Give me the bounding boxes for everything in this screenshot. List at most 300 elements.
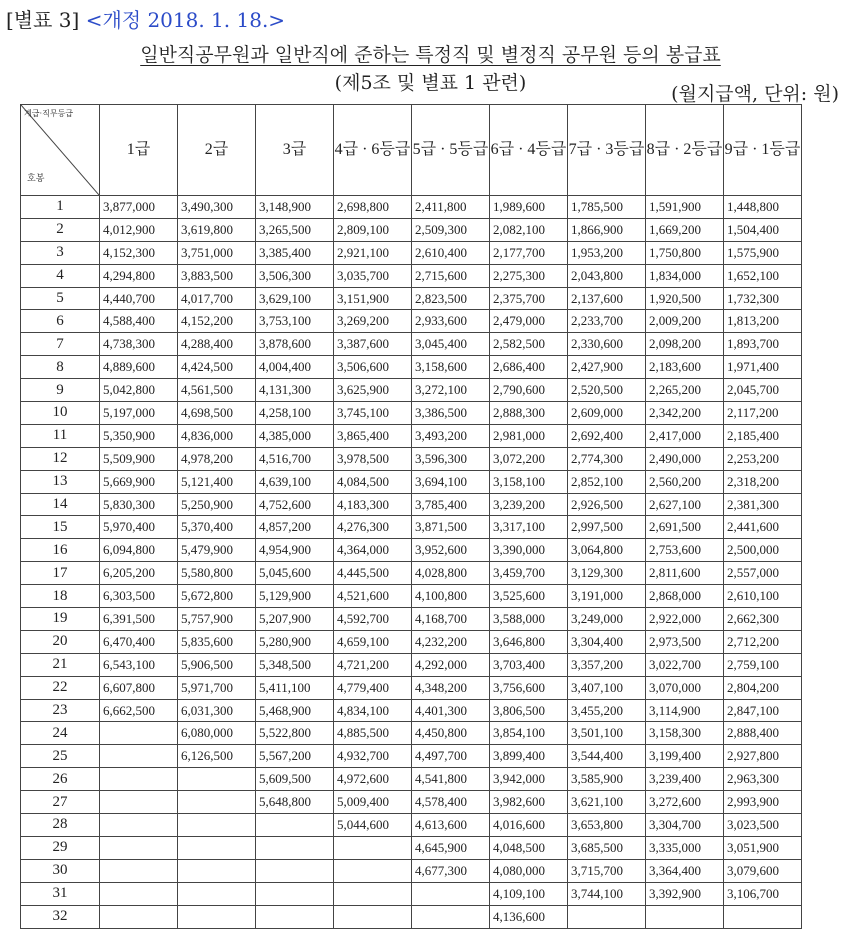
salary-cell: 3,753,100 [256,310,334,333]
step-cell: 10 [21,402,100,425]
salary-cell: 4,578,400 [412,791,490,814]
salary-cell: 1,750,800 [646,241,724,264]
step-cell: 19 [21,608,100,631]
salary-cell: 3,455,200 [568,699,646,722]
salary-cell [178,905,256,928]
table-row [21,676,802,699]
salary-cell: 4,017,700 [178,287,256,310]
salary-cell: 3,304,700 [646,814,724,837]
salary-cell: 2,479,000 [490,310,568,333]
salary-cell: 2,500,000 [724,539,802,562]
table-header-row [21,105,802,196]
salary-cell: 4,834,100 [334,699,412,722]
salary-cell [178,768,256,791]
salary-cell: 2,981,000 [490,424,568,447]
salary-cell: 6,094,800 [100,539,178,562]
step-cell: 12 [21,447,100,470]
salary-cell [256,836,334,859]
salary-cell: 3,064,800 [568,539,646,562]
step-cell: 18 [21,585,100,608]
step-cell: 11 [21,424,100,447]
table-row [21,356,802,379]
salary-cell: 2,509,300 [412,218,490,241]
salary-cell [100,722,178,745]
table-row [21,310,802,333]
salary-cell: 4,258,100 [256,402,334,425]
salary-cell: 3,070,000 [646,676,724,699]
column-header: 1급 [100,105,178,196]
salary-cell: 1,989,600 [490,196,568,219]
salary-cell: 3,854,100 [490,722,568,745]
salary-cell: 4,004,400 [256,356,334,379]
salary-cell: 1,785,500 [568,196,646,219]
salary-cell: 5,370,400 [178,516,256,539]
salary-cell: 3,045,400 [412,333,490,356]
salary-cell: 4,857,200 [256,516,334,539]
step-cell: 9 [21,379,100,402]
salary-cell: 3,585,900 [568,768,646,791]
salary-cell: 4,561,500 [178,379,256,402]
salary-cell: 3,685,500 [568,836,646,859]
step-cell: 8 [21,356,100,379]
salary-cell: 4,294,800 [100,264,178,287]
salary-cell: 3,106,700 [724,882,802,905]
corner-header-cell [21,105,100,196]
salary-cell: 5,350,900 [100,424,178,447]
salary-cell: 5,971,700 [178,676,256,699]
salary-cell: 6,470,400 [100,630,178,653]
salary-cell: 3,625,900 [334,379,412,402]
salary-cell: 5,609,500 [256,768,334,791]
salary-cell: 3,629,100 [256,287,334,310]
salary-cell: 4,084,500 [334,470,412,493]
salary-cell: 1,504,400 [724,218,802,241]
salary-cell: 4,109,100 [490,882,568,905]
table-row [21,791,802,814]
step-cell: 21 [21,653,100,676]
salary-cell: 2,852,100 [568,470,646,493]
salary-cell: 4,276,300 [334,516,412,539]
salary-cell: 2,926,500 [568,493,646,516]
salary-cell: 5,045,600 [256,562,334,585]
salary-cell: 3,459,700 [490,562,568,585]
salary-cell: 5,280,900 [256,630,334,653]
salary-cell [100,768,178,791]
salary-cell: 5,479,900 [178,539,256,562]
salary-cell: 4,183,300 [334,493,412,516]
salary-cell [178,791,256,814]
salary-cell: 5,672,800 [178,585,256,608]
column-header: 7급 · 3등급 [568,105,646,196]
table-row [21,447,802,470]
salary-cell: 5,669,900 [100,470,178,493]
salary-cell: 2,520,500 [568,379,646,402]
salary-cell: 5,348,500 [256,653,334,676]
salary-cell: 3,199,400 [646,745,724,768]
step-cell: 24 [21,722,100,745]
salary-cell: 1,669,200 [646,218,724,241]
salary-cell: 5,648,800 [256,791,334,814]
salary-cell: 3,619,800 [178,218,256,241]
salary-cell: 4,048,500 [490,836,568,859]
salary-cell: 5,830,300 [100,493,178,516]
salary-cell [178,882,256,905]
salary-cell: 1,813,200 [724,310,802,333]
salary-cell: 3,952,600 [412,539,490,562]
table-row [21,630,802,653]
salary-cell: 3,544,400 [568,745,646,768]
salary-cell: 4,152,300 [100,241,178,264]
step-cell: 29 [21,836,100,859]
salary-cell: 2,233,700 [568,310,646,333]
salary-cell: 2,933,600 [412,310,490,333]
salary-cell: 2,610,400 [412,241,490,264]
header-line [6,4,285,33]
salary-cell: 6,031,300 [178,699,256,722]
table-row [21,402,802,425]
salary-cell: 4,288,400 [178,333,256,356]
salary-cell: 2,847,100 [724,699,802,722]
salary-cell: 2,375,700 [490,287,568,310]
salary-cell: 2,082,100 [490,218,568,241]
salary-cell: 4,497,700 [412,745,490,768]
salary-cell: 3,386,500 [412,402,490,425]
salary-cell: 4,131,300 [256,379,334,402]
salary-cell: 4,836,000 [178,424,256,447]
salary-cell: 5,468,900 [256,699,334,722]
step-cell: 22 [21,676,100,699]
salary-cell: 5,042,800 [100,379,178,402]
salary-cell: 3,239,200 [490,493,568,516]
salary-cell: 4,738,300 [100,333,178,356]
salary-cell: 3,079,600 [724,859,802,882]
salary-cell: 6,126,500 [178,745,256,768]
salary-cell: 2,330,600 [568,333,646,356]
salary-cell: 2,417,000 [646,424,724,447]
salary-cell: 5,411,100 [256,676,334,699]
table-row [21,539,802,562]
step-cell: 15 [21,516,100,539]
salary-cell: 2,809,100 [334,218,412,241]
salary-cell [646,905,724,928]
salary-cell: 2,888,300 [490,402,568,425]
salary-cell: 3,023,500 [724,814,802,837]
salary-cell: 3,942,000 [490,768,568,791]
salary-cell [100,836,178,859]
salary-cell: 3,621,100 [568,791,646,814]
table-row [21,814,802,837]
salary-cell: 2,811,600 [646,562,724,585]
salary-cell: 2,888,400 [724,722,802,745]
salary-cell: 2,691,500 [646,516,724,539]
salary-cell [100,905,178,928]
salary-cell: 6,303,500 [100,585,178,608]
salary-cell: 3,357,200 [568,653,646,676]
salary-cell: 1,953,200 [568,241,646,264]
step-cell: 23 [21,699,100,722]
salary-cell: 3,694,100 [412,470,490,493]
salary-cell [256,814,334,837]
salary-cell: 5,567,200 [256,745,334,768]
table-row [21,196,802,219]
salary-cell: 2,698,800 [334,196,412,219]
salary-cell: 3,490,300 [178,196,256,219]
salary-cell: 2,921,100 [334,241,412,264]
salary-cell: 3,744,100 [568,882,646,905]
salary-cell: 5,522,800 [256,722,334,745]
salary-table [20,104,802,929]
step-cell: 4 [21,264,100,287]
salary-cell [256,859,334,882]
salary-cell: 3,871,500 [412,516,490,539]
salary-cell: 5,044,600 [334,814,412,837]
table-row [21,264,802,287]
salary-cell: 2,177,700 [490,241,568,264]
salary-cell: 2,427,900 [568,356,646,379]
salary-cell: 3,653,800 [568,814,646,837]
salary-cell: 2,381,300 [724,493,802,516]
salary-cell: 6,607,800 [100,676,178,699]
salary-cell [178,836,256,859]
salary-cell: 2,045,700 [724,379,802,402]
step-cell: 1 [21,196,100,219]
salary-cell: 3,982,600 [490,791,568,814]
salary-cell: 4,885,500 [334,722,412,745]
salary-cell: 2,922,000 [646,608,724,631]
salary-cell: 2,275,300 [490,264,568,287]
salary-cell: 4,613,600 [412,814,490,837]
salary-cell: 2,490,000 [646,447,724,470]
column-header: 6급 · 4등급 [490,105,568,196]
salary-cell: 5,906,500 [178,653,256,676]
table-body [21,196,802,929]
salary-cell: 2,627,100 [646,493,724,516]
salary-cell: 3,751,000 [178,241,256,264]
salary-cell: 2,973,500 [646,630,724,653]
step-cell: 14 [21,493,100,516]
salary-cell: 3,865,400 [334,424,412,447]
salary-cell: 4,012,900 [100,218,178,241]
salary-cell: 2,753,600 [646,539,724,562]
salary-cell: 2,185,400 [724,424,802,447]
salary-cell: 3,335,000 [646,836,724,859]
salary-cell: 4,978,200 [178,447,256,470]
step-cell: 3 [21,241,100,264]
salary-cell: 4,677,300 [412,859,490,882]
salary-cell: 3,883,500 [178,264,256,287]
salary-cell: 2,868,000 [646,585,724,608]
salary-cell: 4,932,700 [334,745,412,768]
corner-step-label: 호봉 [27,173,45,183]
salary-cell: 2,686,400 [490,356,568,379]
salary-cell [568,905,646,928]
salary-cell: 4,521,600 [334,585,412,608]
salary-cell: 6,543,100 [100,653,178,676]
salary-cell: 1,971,400 [724,356,802,379]
salary-cell: 4,889,600 [100,356,178,379]
salary-cell: 3,364,400 [646,859,724,882]
salary-cell [100,859,178,882]
salary-cell: 3,114,900 [646,699,724,722]
salary-cell [178,859,256,882]
table-row [21,699,802,722]
step-cell: 13 [21,470,100,493]
salary-cell: 1,920,500 [646,287,724,310]
salary-cell: 6,080,000 [178,722,256,745]
table-row [21,493,802,516]
salary-cell: 2,662,300 [724,608,802,631]
column-header: 2급 [178,105,256,196]
salary-cell: 2,043,800 [568,264,646,287]
salary-cell: 4,385,000 [256,424,334,447]
table-row [21,562,802,585]
salary-cell: 2,253,200 [724,447,802,470]
salary-cell: 3,158,600 [412,356,490,379]
table-row [21,859,802,882]
salary-cell: 2,692,400 [568,424,646,447]
salary-cell: 2,441,600 [724,516,802,539]
salary-cell [334,836,412,859]
salary-cell [256,882,334,905]
salary-cell [100,882,178,905]
salary-cell: 3,191,000 [568,585,646,608]
step-cell: 28 [21,814,100,837]
salary-cell: 4,016,600 [490,814,568,837]
salary-cell: 4,100,800 [412,585,490,608]
step-cell: 5 [21,287,100,310]
salary-cell: 4,954,900 [256,539,334,562]
salary-cell: 5,197,000 [100,402,178,425]
salary-cell [412,905,490,928]
step-cell: 27 [21,791,100,814]
salary-cell: 3,072,200 [490,447,568,470]
salary-cell: 4,401,300 [412,699,490,722]
salary-cell: 4,698,500 [178,402,256,425]
salary-cell: 3,596,300 [412,447,490,470]
salary-cell: 4,232,200 [412,630,490,653]
salary-cell: 4,592,700 [334,608,412,631]
salary-cell: 3,756,600 [490,676,568,699]
salary-cell: 4,972,600 [334,768,412,791]
salary-cell: 3,265,500 [256,218,334,241]
salary-cell: 3,269,200 [334,310,412,333]
salary-cell: 3,129,300 [568,562,646,585]
table-row [21,218,802,241]
salary-cell: 2,265,200 [646,379,724,402]
salary-cell: 3,806,500 [490,699,568,722]
salary-cell: 4,659,100 [334,630,412,653]
salary-cell: 4,292,000 [412,653,490,676]
salary-cell: 2,183,600 [646,356,724,379]
salary-cell: 1,575,900 [724,241,802,264]
salary-cell: 3,385,400 [256,241,334,264]
salary-cell [334,882,412,905]
salary-cell: 2,609,000 [568,402,646,425]
salary-cell: 1,893,700 [724,333,802,356]
salary-cell: 5,580,800 [178,562,256,585]
salary-cell: 6,391,500 [100,608,178,631]
salary-cell [724,905,802,928]
salary-cell [178,814,256,837]
salary-cell: 3,715,700 [568,859,646,882]
salary-cell: 4,028,800 [412,562,490,585]
salary-cell: 3,588,000 [490,608,568,631]
salary-cell: 5,121,400 [178,470,256,493]
salary-cell: 5,509,900 [100,447,178,470]
column-header: 3급 [256,105,334,196]
annex-ref: [별표 3] [6,8,80,32]
salary-cell: 4,541,800 [412,768,490,791]
salary-cell [412,882,490,905]
table-row [21,882,802,905]
salary-cell: 1,732,300 [724,287,802,310]
salary-cell: 2,927,800 [724,745,802,768]
salary-cell: 2,774,300 [568,447,646,470]
salary-cell: 1,866,900 [568,218,646,241]
step-cell: 16 [21,539,100,562]
salary-cell: 3,506,300 [256,264,334,287]
salary-cell: 3,317,100 [490,516,568,539]
salary-cell: 4,080,000 [490,859,568,882]
salary-cell: 3,785,400 [412,493,490,516]
salary-cell [100,745,178,768]
unit-note: (월지급액, 단위: 원) [671,83,839,105]
table-row [21,470,802,493]
step-cell: 6 [21,310,100,333]
salary-cell: 2,117,200 [724,402,802,425]
salary-cell: 4,516,700 [256,447,334,470]
salary-cell: 4,424,500 [178,356,256,379]
salary-cell: 4,588,400 [100,310,178,333]
amendment-date: <개정 2018. 1. 18.> [85,8,286,32]
salary-cell: 1,448,800 [724,196,802,219]
table-row [21,287,802,310]
salary-cell [334,859,412,882]
step-cell: 20 [21,630,100,653]
salary-cell: 4,645,900 [412,836,490,859]
table-row [21,608,802,631]
salary-cell: 4,136,600 [490,905,568,928]
table-row [21,768,802,791]
salary-cell: 3,148,900 [256,196,334,219]
table-row [21,745,802,768]
salary-cell: 3,745,100 [334,402,412,425]
salary-cell: 2,342,200 [646,402,724,425]
salary-cell: 3,525,600 [490,585,568,608]
salary-cell: 2,790,600 [490,379,568,402]
salary-cell: 4,348,200 [412,676,490,699]
salary-cell: 5,250,900 [178,493,256,516]
table-row [21,241,802,264]
table-row [21,424,802,447]
salary-cell: 3,022,700 [646,653,724,676]
salary-cell [334,905,412,928]
salary-cell: 3,878,600 [256,333,334,356]
step-cell: 2 [21,218,100,241]
salary-cell: 3,272,600 [646,791,724,814]
corner-grade-label: 계급·직무등급 [24,109,74,118]
salary-cell: 2,582,500 [490,333,568,356]
salary-cell: 2,712,200 [724,630,802,653]
salary-cell: 1,591,900 [646,196,724,219]
salary-cell: 4,445,500 [334,562,412,585]
salary-cell: 2,411,800 [412,196,490,219]
salary-cell: 4,639,100 [256,470,334,493]
salary-cell: 2,804,200 [724,676,802,699]
salary-cell: 5,970,400 [100,516,178,539]
salary-cell: 2,098,200 [646,333,724,356]
salary-cell: 2,759,100 [724,653,802,676]
